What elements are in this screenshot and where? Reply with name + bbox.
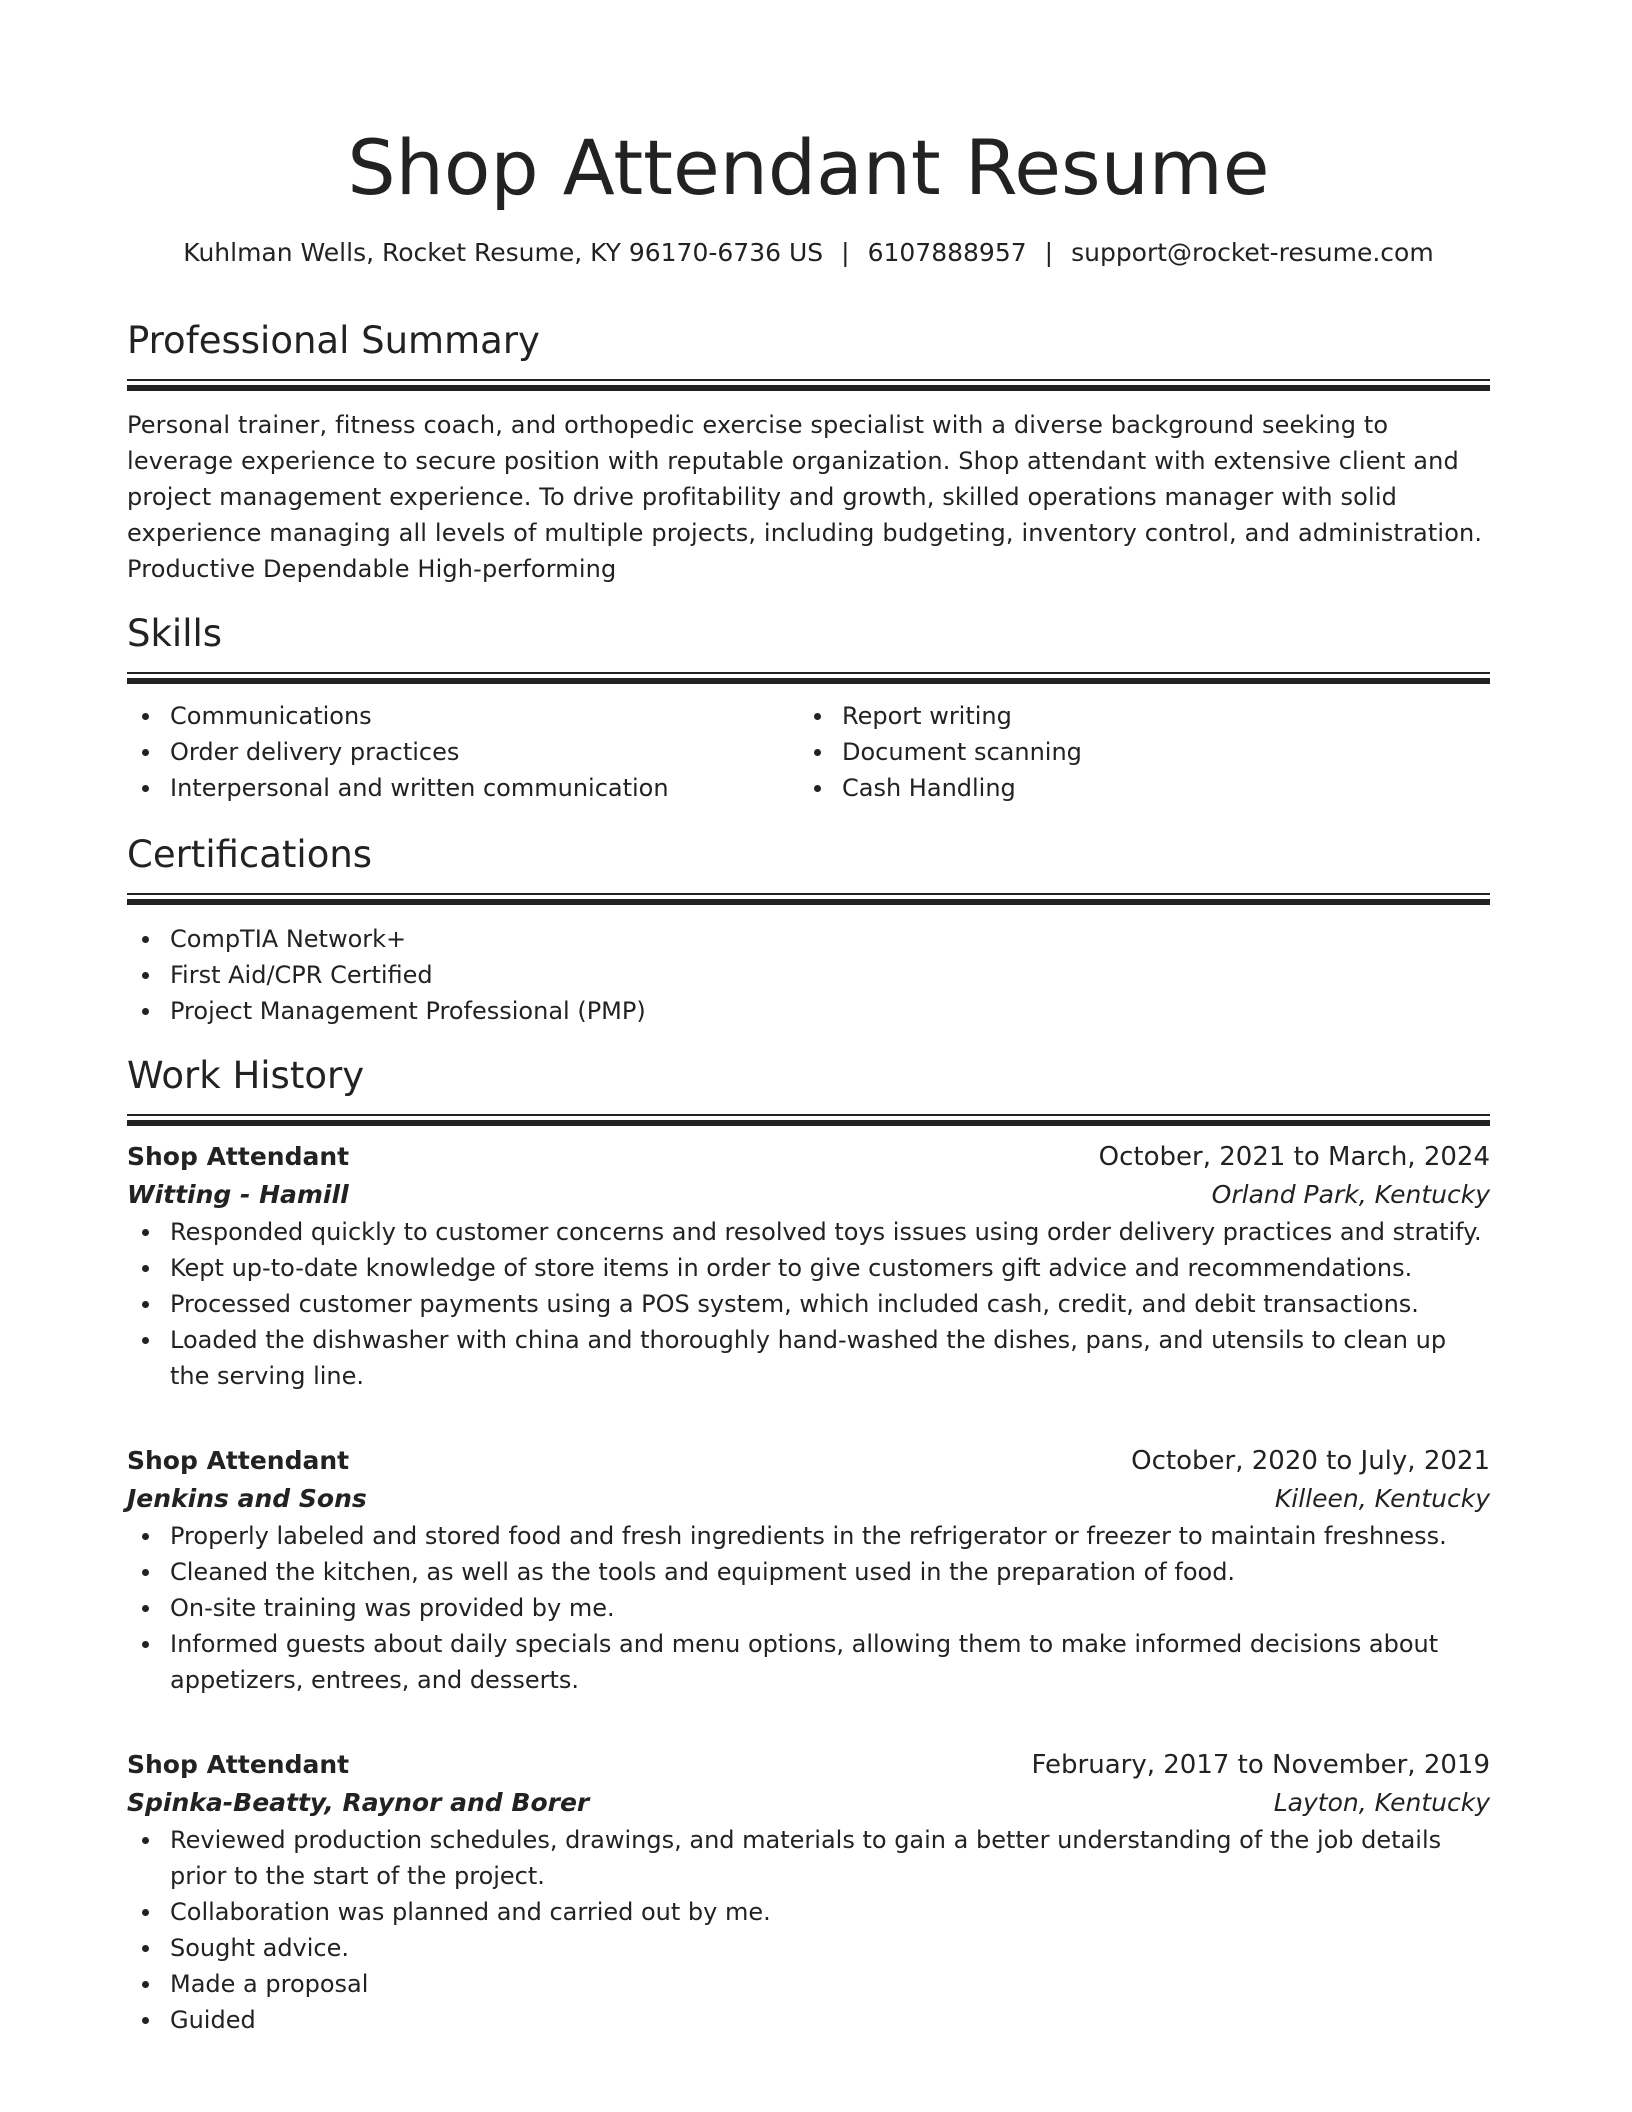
skill-item: Cash Handling <box>799 770 1471 806</box>
job-bullet-list <box>127 1518 1490 1698</box>
job-header <box>127 1442 1490 1480</box>
job-title: Shop Attendant <box>127 1142 350 1171</box>
certifications-list <box>127 921 1490 1029</box>
skills-section <box>127 610 1490 806</box>
job-dates: October, 2020 to July, 2021 <box>1131 1446 1490 1476</box>
job-bullet-list <box>127 1214 1490 1394</box>
certifications-heading: Certifications <box>127 833 373 876</box>
job-subheader <box>127 1480 1490 1518</box>
job-company: Spinka-Beatty, Raynor and Borer <box>127 1788 590 1817</box>
section-divider <box>127 379 1490 391</box>
summary-section <box>127 317 1490 587</box>
job-entry <box>127 1746 1490 2038</box>
job-location: Layton, Kentucky <box>1273 1788 1490 1817</box>
job-location: Killeen, Kentucky <box>1274 1484 1490 1513</box>
summary-heading: Professional Summary <box>127 319 540 362</box>
skill-item: Interpersonal and written communication <box>127 770 799 806</box>
job-bullet: Guided <box>127 2002 1490 2038</box>
contact-phone: 6107888957 <box>867 238 1027 267</box>
certification-item: Project Management Professional (PMP) <box>127 993 1490 1029</box>
work-history-heading: Work History <box>127 1054 365 1097</box>
job-dates: February, 2017 to November, 2019 <box>1031 1750 1490 1780</box>
job-subheader <box>127 1176 1490 1214</box>
skills-list-left <box>127 698 799 806</box>
job-entry <box>127 1442 1490 1698</box>
job-bullet: Made a proposal <box>127 1966 1490 2002</box>
section-divider <box>127 893 1490 905</box>
job-entry <box>127 1138 1490 1394</box>
section-divider <box>127 1114 1490 1126</box>
job-header <box>127 1138 1490 1176</box>
section-divider <box>127 672 1490 684</box>
job-title: Shop Attendant <box>127 1750 350 1779</box>
certification-item: First Aid/CPR Certified <box>127 957 1490 993</box>
contact-address: Kuhlman Wells, Rocket Resume, KY 96170-6736 US <box>183 238 824 267</box>
contact-email: support@rocket-resume.com <box>1071 238 1434 267</box>
job-bullet-list <box>127 1822 1490 2038</box>
contact-line <box>127 236 1490 270</box>
skills-grid <box>127 698 1490 806</box>
skill-item: Communications <box>127 698 799 734</box>
contact-separator: | <box>1044 238 1054 267</box>
skill-item: Report writing <box>799 698 1471 734</box>
job-subheader <box>127 1784 1490 1822</box>
contact-separator: | <box>841 238 850 267</box>
resume-title: Shop Attendant Resume <box>347 123 1270 212</box>
skills-list-right <box>799 698 1471 806</box>
job-bullet: Properly labeled and stored food and fresh ingredients in the refrigerator or freezer to maintain freshness. <box>127 1518 1490 1554</box>
job-bullet: Processed customer payments using a POS system, which included cash, credit, and debit transactions. <box>127 1286 1490 1322</box>
job-bullet: Kept up-to-date knowledge of store items in order to give customers gift advice and recommendations. <box>127 1250 1490 1286</box>
job-bullet: Sought advice. <box>127 1930 1490 1966</box>
job-company: Witting - Hamill <box>127 1180 349 1209</box>
job-bullet: Loaded the dishwasher with china and thoroughly hand-washed the dishes, pans, and utensils to clean up the serving line. <box>127 1322 1490 1394</box>
job-bullet: Informed guests about daily specials and menu options, allowing them to make informed decisions about appetizers, entrees, and desserts. <box>127 1626 1490 1698</box>
certification-item: CompTIA Network+ <box>127 921 1490 957</box>
job-company: Jenkins and Sons <box>127 1484 367 1513</box>
job-bullet: Reviewed production schedules, drawings, and materials to gain a better understanding of the job details prior to the start of the project. <box>127 1822 1490 1894</box>
job-bullet: Cleaned the kitchen, as well as the tools and equipment used in the preparation of food. <box>127 1554 1490 1590</box>
job-header <box>127 1746 1490 1784</box>
job-title: Shop Attendant <box>127 1446 350 1475</box>
job-bullet: Responded quickly to customer concerns and resolved toys issues using order delivery practices and stratify. <box>127 1214 1490 1250</box>
skill-item: Document scanning <box>799 734 1471 770</box>
certifications-section <box>127 831 1490 1029</box>
skills-heading: Skills <box>127 612 223 655</box>
summary-text: Personal trainer, fitness coach, and orthopedic exercise specialist with a diverse background seeking to leverage experience to secure position with reputable organization. Shop attendant with extensive client and project management experience. To drive profitability and growth, skilled operations manager with solid experience managing all levels of multiple projects, including budgeting, inventory control, and administration. Productive Dependable High-performing <box>127 411 1483 583</box>
job-bullet: On-site training was provided by me. <box>127 1590 1490 1626</box>
job-bullet: Collaboration was planned and carried out by me. <box>127 1894 1490 1930</box>
skill-item: Order delivery practices <box>127 734 799 770</box>
work-history-section <box>127 1052 1490 1126</box>
job-location: Orland Park, Kentucky <box>1211 1180 1490 1209</box>
job-dates: October, 2021 to March, 2024 <box>1098 1142 1490 1172</box>
